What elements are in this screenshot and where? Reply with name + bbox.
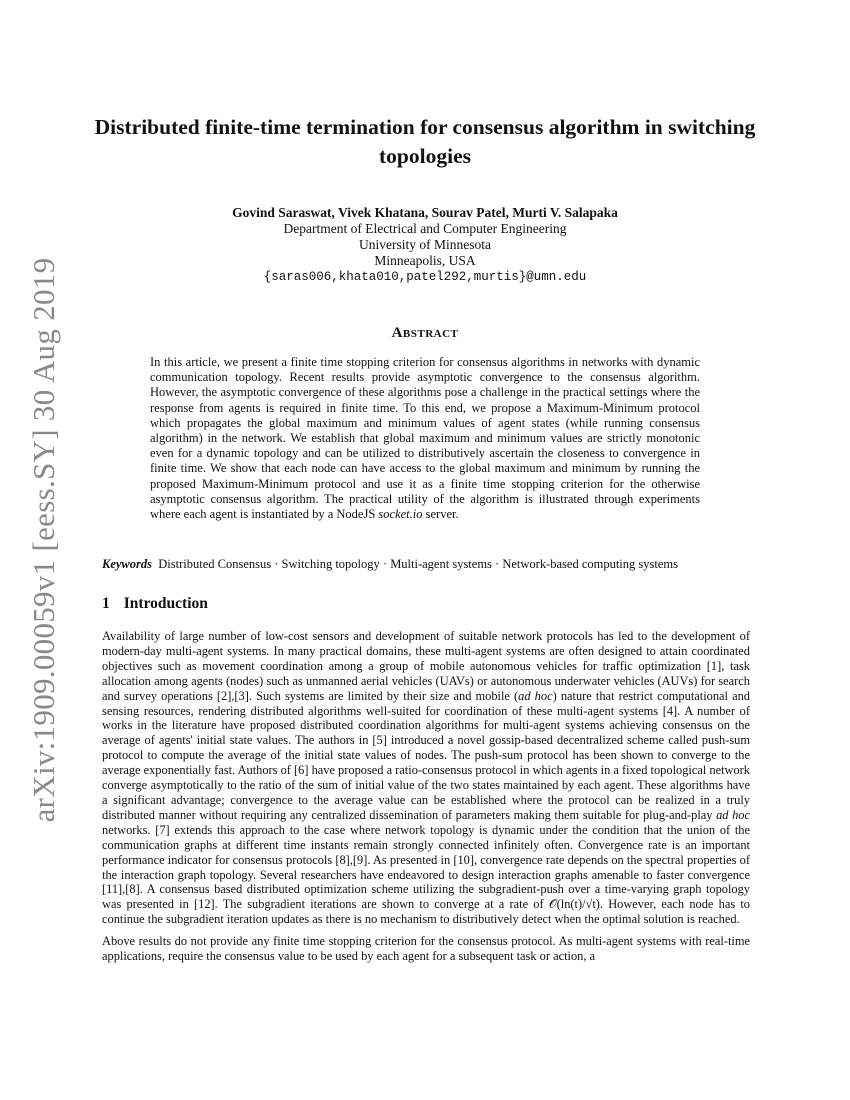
p1-text-a: Availability of large number of low-cost sensors and development of suitable network protocols has led to the development of modern-day multi-agent systems. In many practical domains, these multi-agent systems are often designed to attain coordinated objectives such as movement coordination among a group of mobile autonomous vehicles for traffic optimization [1], task allocation among agents (nodes) such as unmanned aerial vehicles (UAVs) or autonomous underwater vehicles (AUVs) for search and survey operations [2],[3]. Such systems are limited by their size and mobile ( — [102, 629, 750, 703]
keywords-label: Keywords — [102, 557, 152, 571]
arxiv-identifier: arXiv:1909.00059v1 [eess.SY] 30 Aug 2019 — [26, 257, 61, 823]
keywords-text: Distributed Consensus · Switching topology · Multi-agent systems · Network-based computing systems — [158, 557, 678, 571]
author-email: {saras006,khata010,patel292,murtis}@umn.edu — [263, 270, 587, 284]
arxiv-sidebar-stamp — [24, 257, 64, 823]
p1-text-d: . However, each node has to continue the subgradient iteration updates as there is no mechanism to distributively detect when the optimal solution is reached. — [102, 897, 750, 927]
paragraph-2: Above results do not provide any finite time stopping criterion for the consensus protocol. As multi-agent systems with real-time applications, require the consensus value to be used by each agent for a subsequent task or action, a — [102, 934, 750, 964]
author-location: Minneapolis, USA — [374, 253, 476, 268]
abstract-heading: Abstract — [391, 325, 459, 341]
author-university: University of Minnesota — [359, 237, 491, 252]
p1-italic-adhoc-1: ad hoc — [518, 688, 553, 703]
paper-title: Distributed finite-time termination for consensus algorithm in switching topologies — [94, 115, 756, 168]
section-heading — [102, 595, 208, 613]
p1-italic-adhoc-2: ad hoc — [716, 807, 750, 822]
abstract-text-main: In this article, we present a finite time stopping criterion for consensus algorithms in networks with dynamic communication topology. Recent results provide asymptotic convergence to the consensus algorithm. However, the asymptotic convergence of these algorithms pose a challenge in the practical settings where the response from agents is required in finite time. To this end, we propose a Maximum-Minimum protocol which propagates the global maximum and minimum values of agent states (while running consensus algorithm) in the network. We establish that global maximum and minimum values are strictly monotonic even for a dynamic topology and can be utilized to distributively ascertain the closeness to convergence in finite time. We show that each node can have access to the global maximum and minimum by running the proposed Maximum-Minimum protocol and use it as a finite time stopping criterion for the otherwise asymptotic consensus algorithm. The practical utility of the algorithm is illustrated through experiments where each agent is instantiated by a NodeJS — [150, 355, 700, 522]
author-block — [100, 205, 750, 285]
author-names: Govind Saraswat, Vivek Khatana, Sourav Patel, Murti V. Salapaka — [232, 205, 618, 220]
paragraph-1 — [102, 629, 750, 927]
p1-text-b: ) nature that restrict computational and sensing resources, rendering distributed algorithms well-suited for coordination of these multi-agent systems [4]. A number of works in the literature have proposed distributed coordination algorithms for multi-agent systems achieving consensus on the average of agents' initial state values. The authors in [5] introduced a novel gossip-based decentralized scheme called push-sum protocol to compute the average of the initial state values of nodes. The push-sum protocol has been shown to converge to the average exponentially fast. Authors of [6] have proposed a ratio-consensus protocol in which agents in a fixed topological network converge asymptotically to the ratio of the sum of initial value of the two states maintained by each agent. These algorithms have a significant advantage; convergence to the average value can be established where the protocol can be realized in a truly distributed manner without requiring any centralized dissemination of parameters making them suitable for plug-and-play — [102, 688, 750, 822]
keywords-line — [102, 557, 762, 572]
author-department: Department of Electrical and Computer Engineering — [283, 221, 567, 236]
section-number: 1 — [102, 595, 110, 612]
section-title: Introduction — [123, 595, 208, 612]
abstract-italic-socketio: socket.io — [378, 507, 423, 522]
abstract-text-end: server. — [422, 507, 459, 522]
p1-text-c: networks. [7] extends this approach to the case where network topology is dynamic under the condition that the union of the communication graphs at different time instants remain strongly connected infinitely often. Convergence rate is an important performance indicator for consensus protocols [8],[9]. As presented in [10], convergence rate depends on the spectral properties of the interaction graph topology. Several researchers have endeavored to design interaction graphs amenable to faster convergence [11],[8]. A consensus based distributed optimization scheme utilizing the subgradient-push over a time-varying graph topology was presented in [12]. The subgradient iterations are shown to converge at a rate of — [102, 822, 750, 912]
body-text — [102, 629, 750, 971]
abstract-text — [150, 355, 700, 522]
p1-math-rate: 𝒪(ln(t)/√t) — [548, 897, 600, 912]
